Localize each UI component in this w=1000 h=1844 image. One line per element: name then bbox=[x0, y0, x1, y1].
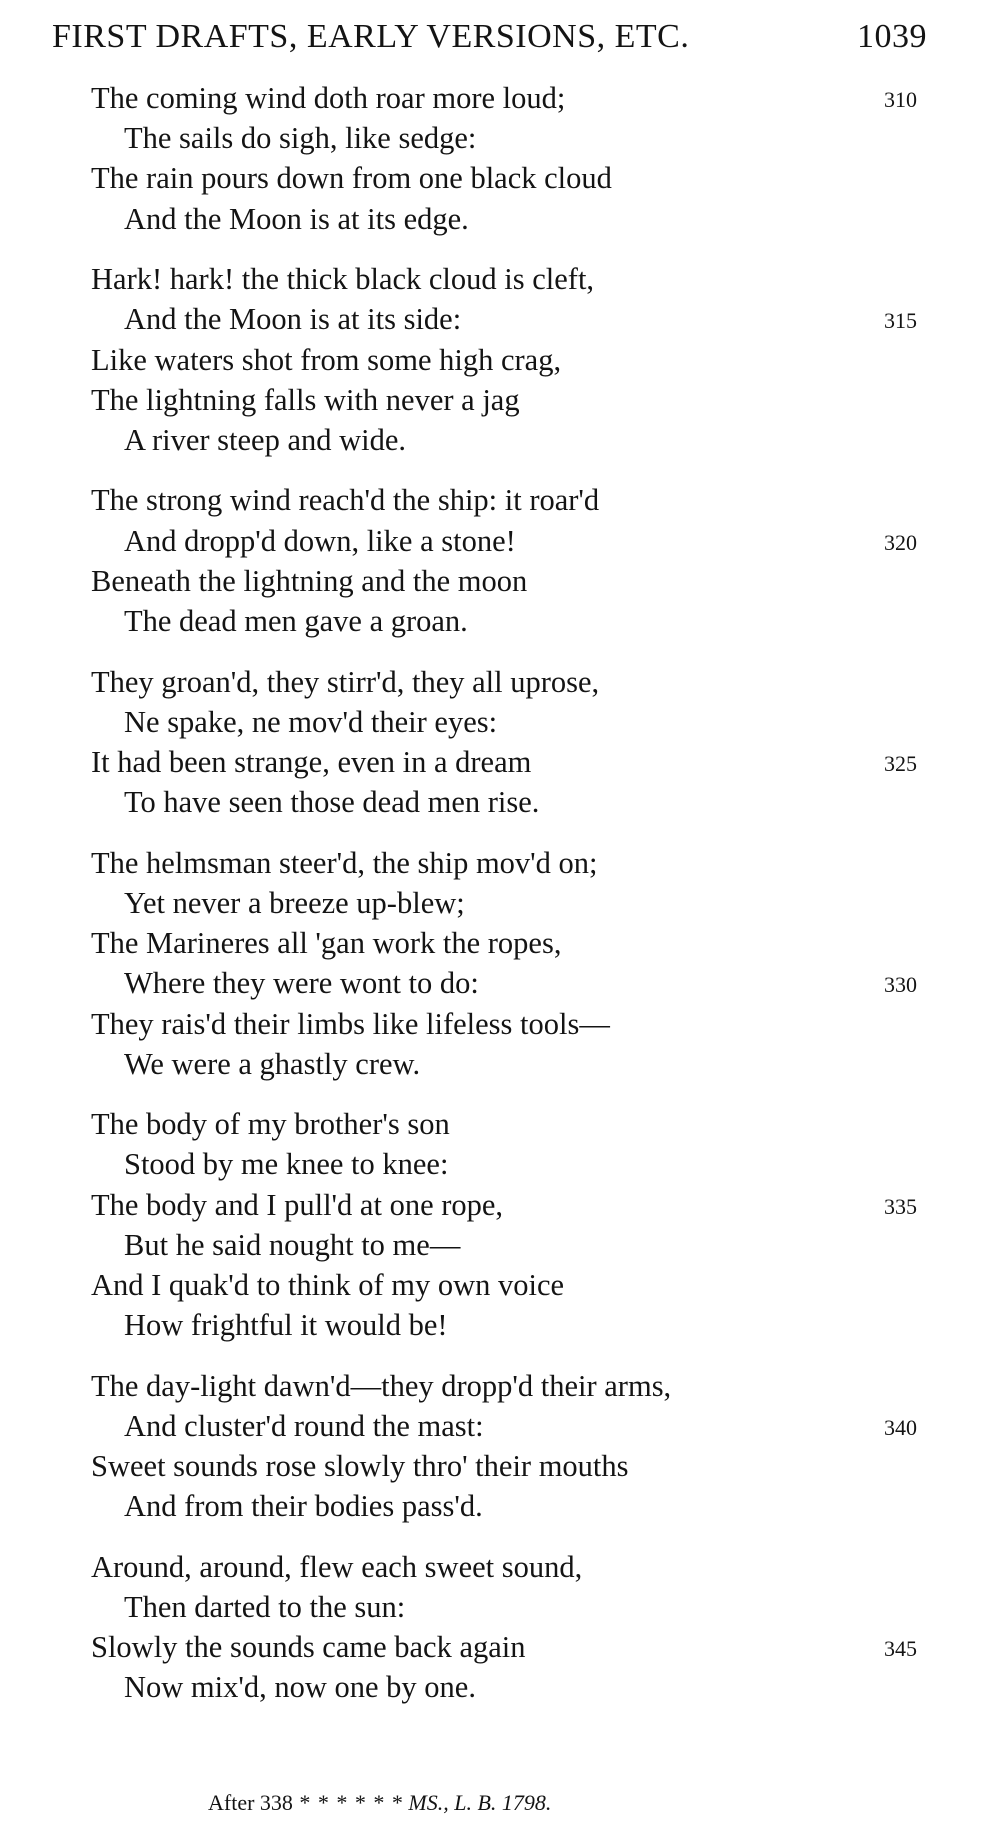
verse-line bbox=[91, 561, 941, 601]
verse-line bbox=[91, 340, 941, 380]
verse-line bbox=[91, 521, 941, 561]
verse-line bbox=[91, 1104, 941, 1144]
verse-line bbox=[91, 199, 941, 239]
footnote bbox=[208, 1790, 808, 1816]
verse-text: It had been strange, even in a dream bbox=[91, 744, 532, 779]
line-number: 335 bbox=[884, 1193, 917, 1219]
verse-line bbox=[91, 1225, 941, 1265]
footnote-lead: After 338 bbox=[208, 1790, 293, 1815]
verse-text: How frightful it would be! bbox=[124, 1308, 448, 1343]
verse-text: Ne spake, ne mov'd their eyes: bbox=[124, 704, 498, 739]
running-head bbox=[52, 18, 927, 56]
line-number: 310 bbox=[884, 87, 917, 112]
verse-text: They groan'd, they stirr'd, they all uprose, bbox=[91, 664, 600, 699]
verse-line bbox=[91, 1305, 941, 1345]
verse-text: Sweet sounds rose slowly thro' their mouths bbox=[91, 1449, 629, 1484]
running-head-title: FIRST DRAFTS, EARLY VERSIONS, ETC. bbox=[52, 18, 690, 55]
verse-line bbox=[91, 1144, 941, 1184]
footnote-reference: MS., L. B. 1798. bbox=[408, 1790, 552, 1815]
verse-text: To have seen those dead men rise. bbox=[124, 785, 540, 820]
verse-text: The sails do sigh, like sedge: bbox=[124, 121, 477, 156]
stanza bbox=[91, 78, 941, 239]
verse-text: The helmsman steer'd, the ship mov'd on; bbox=[91, 845, 598, 880]
verse-text: Yet never a breeze up-blew; bbox=[124, 885, 465, 920]
verse-line bbox=[91, 1446, 941, 1486]
stanza bbox=[91, 259, 941, 460]
verse-text: Where they were wont to do: bbox=[124, 966, 479, 1001]
verse-line bbox=[91, 299, 941, 339]
verse-line bbox=[91, 1185, 941, 1225]
stanza bbox=[91, 662, 941, 823]
stanza bbox=[91, 1547, 941, 1708]
verse-line bbox=[91, 1265, 941, 1305]
verse-text: The lightning falls with never a jag bbox=[91, 382, 520, 417]
verse-text: Like waters shot from some high crag, bbox=[91, 342, 562, 377]
stanza bbox=[91, 1104, 941, 1345]
verse-text: And cluster'd round the mast: bbox=[124, 1408, 484, 1443]
verse-line bbox=[91, 1004, 941, 1044]
verse-text: The body of my brother's son bbox=[91, 1107, 450, 1142]
verse-text: And the Moon is at its edge. bbox=[124, 201, 469, 236]
verse-text: The Marineres all 'gan work the ropes, bbox=[91, 926, 562, 961]
verse-text: Then darted to the sun: bbox=[124, 1590, 406, 1625]
verse-line bbox=[91, 259, 941, 299]
stanza bbox=[91, 1366, 941, 1527]
verse-line bbox=[91, 158, 941, 198]
verse-line bbox=[91, 1627, 941, 1667]
verse-text: We were a ghastly crew. bbox=[124, 1046, 421, 1081]
poem-text bbox=[91, 78, 941, 1728]
line-number: 325 bbox=[884, 750, 917, 776]
verse-line bbox=[91, 742, 941, 782]
verse-text: Now mix'd, now one by one. bbox=[124, 1670, 476, 1705]
verse-line bbox=[91, 480, 941, 520]
verse-text: But he said nought to me— bbox=[124, 1227, 461, 1262]
verse-text: Stood by me knee to knee: bbox=[124, 1147, 449, 1182]
verse-line bbox=[91, 1547, 941, 1587]
verse-line bbox=[91, 1486, 941, 1526]
verse-line bbox=[91, 1366, 941, 1406]
verse-line bbox=[91, 601, 941, 641]
verse-line bbox=[91, 1587, 941, 1627]
verse-text: Hark! hark! the thick black cloud is cleft, bbox=[91, 262, 595, 297]
verse-text: Around, around, flew each sweet sound, bbox=[91, 1549, 583, 1584]
verse-text: The dead men gave a groan. bbox=[124, 604, 468, 639]
verse-text: The day-light dawn'd—they dropp'd their arms, bbox=[91, 1368, 672, 1403]
verse-text: Beneath the lightning and the moon bbox=[91, 563, 528, 598]
verse-line bbox=[91, 702, 941, 742]
verse-line bbox=[91, 420, 941, 460]
verse-line bbox=[91, 1406, 941, 1446]
verse-text: And the Moon is at its side: bbox=[124, 302, 462, 337]
verse-line bbox=[91, 963, 941, 1003]
verse-line bbox=[91, 843, 941, 883]
verse-text: The strong wind reach'd the ship: it roar'd bbox=[91, 483, 600, 518]
verse-text: And from their bodies pass'd. bbox=[124, 1489, 483, 1524]
verse-line bbox=[91, 1044, 941, 1084]
verse-line bbox=[91, 923, 941, 963]
line-number: 340 bbox=[884, 1414, 917, 1440]
page-number: 1039 bbox=[857, 18, 927, 55]
verse-text: The coming wind doth roar more loud; bbox=[91, 81, 566, 115]
verse-line bbox=[91, 78, 941, 118]
line-number: 330 bbox=[884, 972, 917, 998]
verse-text: A river steep and wide. bbox=[124, 422, 407, 457]
verse-text: And dropp'd down, like a stone! bbox=[124, 523, 516, 558]
verse-text: And I quak'd to think of my own voice bbox=[91, 1268, 565, 1303]
verse-line bbox=[91, 380, 941, 420]
verse-text: Slowly the sounds came back again bbox=[91, 1630, 526, 1665]
footnote-stars: * * * * * * bbox=[298, 1790, 403, 1815]
line-number: 345 bbox=[884, 1636, 917, 1662]
verse-text: The rain pours down from one black cloud bbox=[91, 161, 612, 196]
line-number: 320 bbox=[884, 529, 917, 555]
verse-text: They rais'd their limbs like lifeless tools— bbox=[91, 1006, 610, 1041]
verse-line bbox=[91, 883, 941, 923]
verse-line bbox=[91, 1667, 941, 1707]
stanza bbox=[91, 843, 941, 1084]
verse-text: The body and I pull'd at one rope, bbox=[91, 1187, 504, 1222]
verse-line bbox=[91, 782, 941, 822]
verse-line bbox=[91, 662, 941, 702]
line-number: 315 bbox=[884, 308, 917, 334]
verse-line bbox=[91, 118, 941, 158]
stanza bbox=[91, 480, 941, 641]
